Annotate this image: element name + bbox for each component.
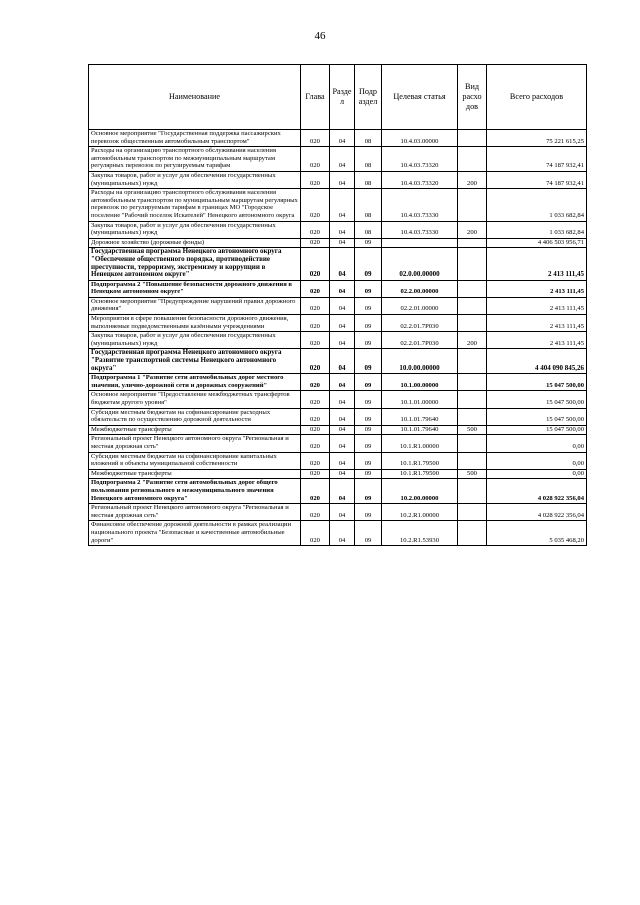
row-target: 10.4.03.00000 xyxy=(382,130,458,147)
row-target: 10.1.R1.79500 xyxy=(382,452,458,469)
row-subsection: 09 xyxy=(355,374,382,391)
header-target: Целевая статья xyxy=(382,65,458,130)
row-expense-type xyxy=(458,189,487,221)
row-target: 10.1.00.00000 xyxy=(382,374,458,391)
row-total: 15 047 500,00 xyxy=(487,425,587,435)
row-name: Субсидии местным бюджетам на софинансирование расходных обязательств по осуществлению дорожной деятельности xyxy=(89,408,301,425)
row-total: 15 047 500,00 xyxy=(487,408,587,425)
row-chapter: 020 xyxy=(301,332,330,349)
row-section: 04 xyxy=(330,238,355,248)
table-row xyxy=(89,297,587,314)
row-section: 04 xyxy=(330,391,355,408)
row-section: 04 xyxy=(330,297,355,314)
row-subsection: 09 xyxy=(355,408,382,425)
row-total: 1 033 682,84 xyxy=(487,189,587,221)
header-total: Всего расходов xyxy=(487,65,587,130)
row-chapter: 020 xyxy=(301,469,330,479)
row-subsection: 08 xyxy=(355,189,382,221)
table-row xyxy=(89,425,587,435)
row-name: Закупка товаров, работ и услуг для обеспечения государственных (муниципальных) нужд xyxy=(89,171,301,188)
row-subsection: 09 xyxy=(355,238,382,248)
row-section: 04 xyxy=(330,221,355,238)
row-total: 1 033 682,84 xyxy=(487,221,587,238)
row-target: 10.0.00.00000 xyxy=(382,349,458,374)
row-total: 5 035 468,20 xyxy=(487,521,587,546)
row-total: 2 413 111,45 xyxy=(487,297,587,314)
row-expense-type xyxy=(458,479,487,504)
row-subsection: 09 xyxy=(355,452,382,469)
table-row xyxy=(89,238,587,248)
row-target xyxy=(382,238,458,248)
row-section: 04 xyxy=(330,315,355,332)
row-section: 04 xyxy=(330,280,355,297)
row-name: Закупка товаров, работ и услуг для обеспечения государственных (муниципальных) нужд xyxy=(89,221,301,238)
row-total: 74 187 932,41 xyxy=(487,171,587,188)
row-target: 10.1.01.79640 xyxy=(382,425,458,435)
row-target: 10.2.R1.53930 xyxy=(382,521,458,546)
table-row xyxy=(89,452,587,469)
row-target: 10.4.03.73330 xyxy=(382,221,458,238)
table-row xyxy=(89,408,587,425)
row-subsection: 09 xyxy=(355,248,382,280)
row-expense-type xyxy=(458,521,487,546)
row-subsection: 09 xyxy=(355,469,382,479)
row-subsection: 09 xyxy=(355,349,382,374)
table-row xyxy=(89,280,587,297)
row-total: 4 028 922 356,04 xyxy=(487,504,587,521)
row-total: 74 187 932,41 xyxy=(487,147,587,172)
row-chapter: 020 xyxy=(301,521,330,546)
row-subsection: 08 xyxy=(355,147,382,172)
row-name: Подпрограмма 1 "Развитие сети автомобильных дорог местного значения, улично-дорожной сети и дорожных сооружений" xyxy=(89,374,301,391)
row-target: 10.2.00.00000 xyxy=(382,479,458,504)
row-total: 2 413 111,45 xyxy=(487,332,587,349)
row-name: Межбюджетные трансферты xyxy=(89,469,301,479)
row-name: Основное мероприятие "Предупреждение нарушений правил дорожного движения" xyxy=(89,297,301,314)
row-chapter: 020 xyxy=(301,425,330,435)
row-name: Финансовое обеспечение дорожной деятельности в рамках реализации национального проекта "Безопасные и качественные автомобильные дороги" xyxy=(89,521,301,546)
row-name: Расходы на организацию транспортного обслуживания населения автомобильным транспортом по муниципальным маршрутам регулярных перевозок по регулируемым тарифам в границах МО "Городское поселение "Рабочий поселок Искателей" Ненецкого автономного округа xyxy=(89,189,301,221)
table-row xyxy=(89,469,587,479)
row-section: 04 xyxy=(330,374,355,391)
row-name: Подпрограмма 2 "Повышение безопасности дорожного движения в Ненецком автономном округе" xyxy=(89,280,301,297)
row-section: 04 xyxy=(330,130,355,147)
row-chapter: 020 xyxy=(301,349,330,374)
row-subsection: 08 xyxy=(355,221,382,238)
table-row xyxy=(89,221,587,238)
row-expense-type: 200 xyxy=(458,171,487,188)
row-name: Дорожное хозяйство (дорожные фонды) xyxy=(89,238,301,248)
row-subsection: 09 xyxy=(355,521,382,546)
row-chapter: 020 xyxy=(301,147,330,172)
row-section: 04 xyxy=(330,349,355,374)
row-total: 75 221 615,25 xyxy=(487,130,587,147)
row-expense-type xyxy=(458,130,487,147)
header-chapter: Глава xyxy=(301,65,330,130)
budget-table xyxy=(88,64,587,546)
row-chapter: 020 xyxy=(301,452,330,469)
row-expense-type: 500 xyxy=(458,425,487,435)
row-target: 02.2.01.7Р030 xyxy=(382,315,458,332)
row-target: 10.1.01.00000 xyxy=(382,391,458,408)
row-total: 0,00 xyxy=(487,469,587,479)
row-name: Межбюджетные трансферты xyxy=(89,425,301,435)
row-name: Мероприятия в сфере повышения безопасности дорожного движения, выполняемые подведомственными казёнными учреждениями xyxy=(89,315,301,332)
row-section: 04 xyxy=(330,479,355,504)
row-section: 04 xyxy=(330,408,355,425)
row-name: Основное мероприятие "Предоставление межбюджетных трансфертов бюджетам другого уровня" xyxy=(89,391,301,408)
row-expense-type xyxy=(458,452,487,469)
table-row xyxy=(89,130,587,147)
row-name: Подпрограмма 2 "Развитие сети автомобильных дорог общего пользования регионального и межмуниципального значения Ненецкого автономного округа" xyxy=(89,479,301,504)
row-subsection: 09 xyxy=(355,391,382,408)
row-subsection: 09 xyxy=(355,504,382,521)
table-row xyxy=(89,521,587,546)
row-expense-type xyxy=(458,238,487,248)
row-expense-type xyxy=(458,435,487,452)
row-section: 04 xyxy=(330,435,355,452)
row-name: Субсидии местным бюджетам на софинансирование капитальных вложений в объекты муниципальной собственности xyxy=(89,452,301,469)
row-expense-type: 500 xyxy=(458,469,487,479)
row-subsection: 08 xyxy=(355,130,382,147)
row-name: Основное мероприятие "Государственная поддержка пассажирских перевозок общественным автомобильным транспортом" xyxy=(89,130,301,147)
row-total: 4 406 503 956,71 xyxy=(487,238,587,248)
row-name: Закупка товаров, работ и услуг для обеспечения государственных (муниципальных) нужд xyxy=(89,332,301,349)
row-chapter: 020 xyxy=(301,435,330,452)
row-name: Региональный проект Ненецкого автономного округа "Региональная и местная дорожная сеть" xyxy=(89,435,301,452)
row-section: 04 xyxy=(330,147,355,172)
row-name: Расходы на организацию транспортного обслуживания населения автомобильным транспортом по межмуниципальным маршрутам регулярных перевозок по регулируемым тарифам xyxy=(89,147,301,172)
row-name: Региональный проект Ненецкого автономного округа "Региональная и местная дорожная сеть" xyxy=(89,504,301,521)
row-expense-type xyxy=(458,504,487,521)
row-chapter: 020 xyxy=(301,248,330,280)
row-total: 15 047 500,00 xyxy=(487,391,587,408)
row-expense-type xyxy=(458,297,487,314)
row-chapter: 020 xyxy=(301,130,330,147)
row-subsection: 09 xyxy=(355,479,382,504)
row-section: 04 xyxy=(330,171,355,188)
row-name: Государственная программа Ненецкого автономного округа "Развитие транспортной системы Ненецкого автономного округа" xyxy=(89,349,301,374)
row-chapter: 020 xyxy=(301,408,330,425)
row-target: 10.4.03.73320 xyxy=(382,171,458,188)
header-subsection: Подр аздел xyxy=(355,65,382,130)
row-section: 04 xyxy=(330,452,355,469)
table-row xyxy=(89,189,587,221)
row-expense-type xyxy=(458,248,487,280)
header-expense-type: Вид расхо дов xyxy=(458,65,487,130)
table-row xyxy=(89,248,587,280)
row-subsection: 09 xyxy=(355,425,382,435)
row-chapter: 020 xyxy=(301,238,330,248)
row-chapter: 020 xyxy=(301,280,330,297)
row-expense-type: 200 xyxy=(458,332,487,349)
table-row xyxy=(89,504,587,521)
row-subsection: 09 xyxy=(355,435,382,452)
row-target: 10.4.03.73330 xyxy=(382,189,458,221)
header-section: Разде л xyxy=(330,65,355,130)
row-expense-type xyxy=(458,315,487,332)
row-expense-type xyxy=(458,280,487,297)
row-section: 04 xyxy=(330,425,355,435)
row-chapter: 020 xyxy=(301,504,330,521)
row-section: 04 xyxy=(330,332,355,349)
table-row xyxy=(89,349,587,374)
table-row xyxy=(89,332,587,349)
row-target: 10.1.01.79640 xyxy=(382,408,458,425)
row-section: 04 xyxy=(330,504,355,521)
header-name: Наименование xyxy=(89,65,301,130)
row-target: 02.2.01.7Р030 xyxy=(382,332,458,349)
table-row xyxy=(89,171,587,188)
row-target: 02.2.00.00000 xyxy=(382,280,458,297)
page-number: 46 xyxy=(314,30,326,42)
row-subsection: 08 xyxy=(355,171,382,188)
row-target: 10.1.R1.00000 xyxy=(382,435,458,452)
row-chapter: 020 xyxy=(301,297,330,314)
table-row xyxy=(89,315,587,332)
row-target: 10.2.R1.00000 xyxy=(382,504,458,521)
table-row xyxy=(89,147,587,172)
row-total: 2 413 111,45 xyxy=(487,315,587,332)
row-section: 04 xyxy=(330,248,355,280)
row-subsection: 09 xyxy=(355,332,382,349)
row-subsection: 09 xyxy=(355,315,382,332)
table-row xyxy=(89,479,587,504)
table-row xyxy=(89,435,587,452)
row-section: 04 xyxy=(330,521,355,546)
row-expense-type xyxy=(458,349,487,374)
row-total: 2 413 111,45 xyxy=(487,248,587,280)
row-total: 2 413 111,45 xyxy=(487,280,587,297)
row-target: 10.1.R1.79500 xyxy=(382,469,458,479)
row-expense-type xyxy=(458,391,487,408)
row-total: 15 047 500,00 xyxy=(487,374,587,391)
row-expense-type xyxy=(458,147,487,172)
row-chapter: 020 xyxy=(301,315,330,332)
row-chapter: 020 xyxy=(301,221,330,238)
row-chapter: 020 xyxy=(301,171,330,188)
row-subsection: 09 xyxy=(355,297,382,314)
row-target: 02.0.00.00000 xyxy=(382,248,458,280)
row-target: 02.2.01.00000 xyxy=(382,297,458,314)
table-row xyxy=(89,391,587,408)
row-chapter: 020 xyxy=(301,391,330,408)
row-total: 4 404 090 845,26 xyxy=(487,349,587,374)
table-row xyxy=(89,374,587,391)
row-total: 4 028 922 356,04 xyxy=(487,479,587,504)
row-section: 04 xyxy=(330,189,355,221)
row-target: 10.4.03.73320 xyxy=(382,147,458,172)
row-chapter: 020 xyxy=(301,374,330,391)
row-name: Государственная программа Ненецкого автономного округа "Обеспечение общественного порядка, противодействие преступности, терроризму, экстремизму и коррупции в Ненецком автономном округе" xyxy=(89,248,301,280)
row-total: 0,00 xyxy=(487,452,587,469)
row-total: 0,00 xyxy=(487,435,587,452)
row-expense-type: 200 xyxy=(458,221,487,238)
row-section: 04 xyxy=(330,469,355,479)
table-header-row xyxy=(89,65,587,130)
row-expense-type xyxy=(458,408,487,425)
row-expense-type xyxy=(458,374,487,391)
row-chapter: 020 xyxy=(301,189,330,221)
row-subsection: 09 xyxy=(355,280,382,297)
row-chapter: 020 xyxy=(301,479,330,504)
